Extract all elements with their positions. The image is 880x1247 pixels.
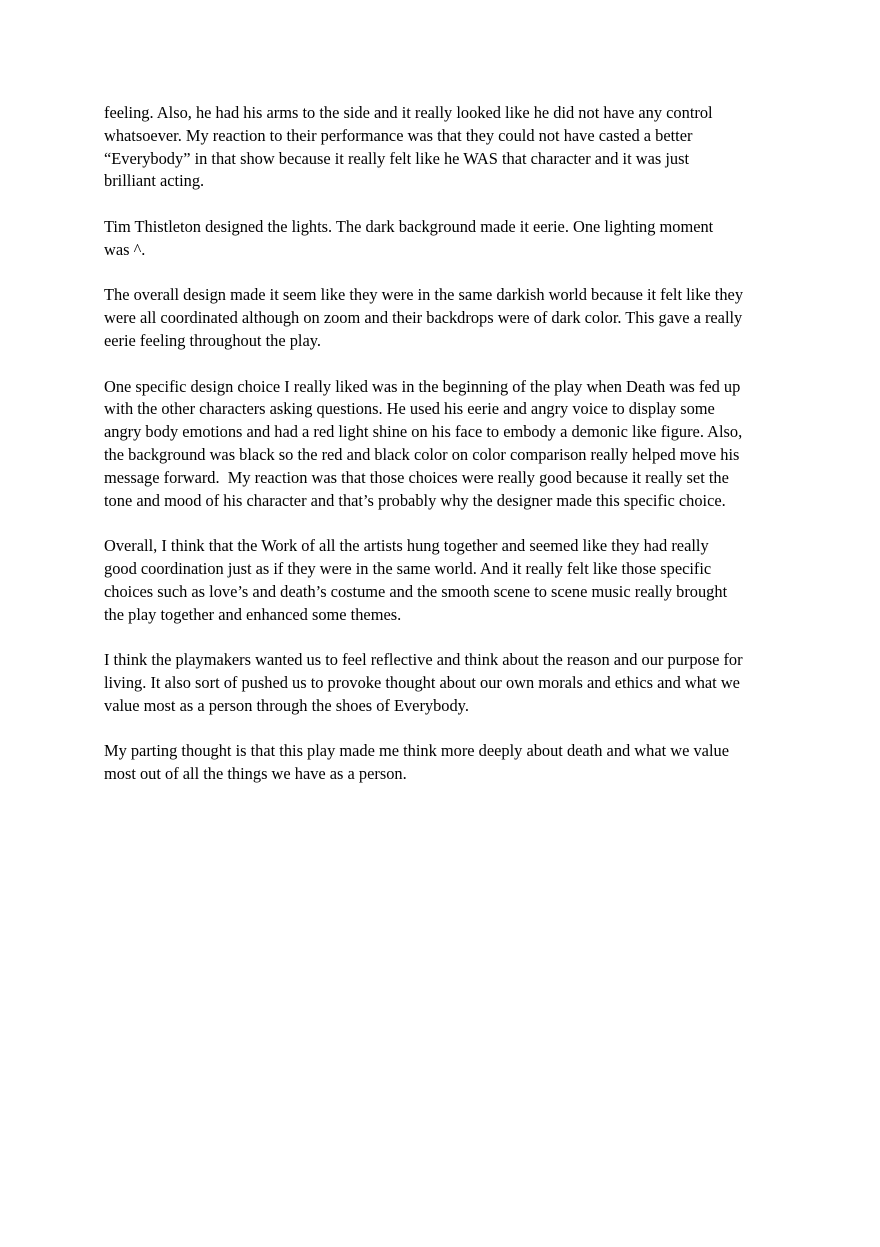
text-line: feeling. Also, he had his arms to the side and it really looked like he did not have any control [104, 103, 713, 122]
text-line: My parting thought is that this play made me think more deeply about death and what we value [104, 741, 729, 761]
paragraph-artists-coordination [104, 535, 794, 626]
text-line: message forward. My reaction was that those choices were really good because it really set the [104, 467, 729, 487]
text-line: angry body emotions and had a red light shine on his face to embody a demonic like figure. Also, [104, 422, 743, 442]
document-body [104, 102, 794, 809]
text-line: living. It also sort of pushed us to provoke thought about our own morals and ethics and what we [104, 672, 740, 692]
text-line: tone and mood of his character and that’s probably why the designer made this specific choice. [104, 490, 726, 510]
paragraph-parting-thought [104, 740, 794, 786]
text-line: the background was black so the red and black color on color comparison really helped move his [104, 444, 740, 464]
text-line: with the other characters asking questions. He used his eerie and angry voice to display some [104, 399, 715, 419]
text-line: brilliant acting. [104, 171, 205, 191]
text-line: Tim Thistleton designed the lights. The dark background made it eerie. One lighting moment [104, 216, 714, 236]
text-line: value most as a person through the shoes of Everybody. [104, 695, 469, 715]
text-line: Overall, I think that the Work of all the artists hung together and seemed like they had really [104, 536, 709, 556]
text-line: the play together and enhanced some themes. [104, 604, 402, 624]
paragraph-design-choice [104, 376, 794, 513]
text-line: good coordination just as if they were in the same world. And it really felt like those specific [104, 558, 712, 578]
text-line: most out of all the things we have as a person. [104, 764, 407, 784]
text-line: choices such as love’s and death’s costume and the smooth scene to scene music really brought [104, 581, 728, 601]
text-line: The overall design made it seem like they were in the same darkish world because it felt like they [104, 285, 744, 305]
text-line: eerie feeling throughout the play. [104, 330, 321, 350]
paragraph-performance-reaction [104, 102, 794, 193]
text-line: “Everybody” in that show because it really felt like he WAS that character and it was just [104, 148, 690, 168]
text-line: were all coordinated although on zoom and their backdrops were of dark color. This gave a really [104, 308, 743, 328]
text-line: One specific design choice I really liked was in the beginning of the play when Death was fed up [104, 376, 741, 396]
text-line: I think the playmakers wanted us to feel reflective and think about the reason and our purpose for [104, 650, 743, 670]
text-line: was ^. [104, 239, 146, 259]
paragraph-playmakers-intent [104, 649, 794, 717]
text-line: whatsoever. My reaction to their performance was that they could not have casted a better [104, 125, 693, 145]
paragraph-overall-design [104, 284, 794, 352]
paragraph-lighting [104, 216, 794, 262]
